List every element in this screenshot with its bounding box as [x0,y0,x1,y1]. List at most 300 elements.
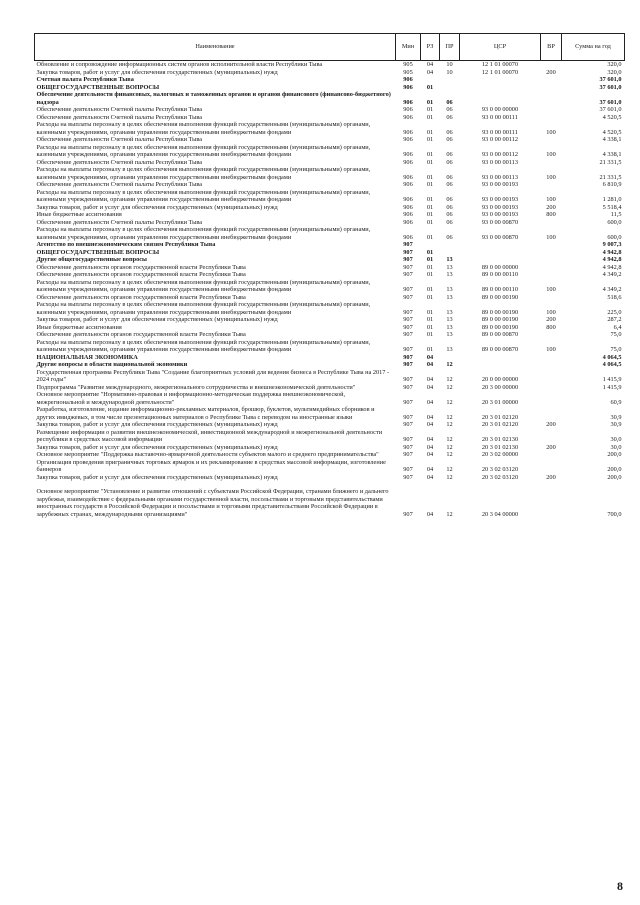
cell-min: 907 [403,473,413,481]
cell-name: ОБЩЕГОСУДАРСТВЕННЫЕ ВОПРОСЫ [36,83,160,91]
cell-csr: 20 3 00 00000 [481,383,519,391]
cell-name: Основное мероприятие "Поддержка выставочно-ярмарочной деятельности субъектов малого и среднего предпринимательства" [36,451,379,458]
row-spacer-cell [35,481,625,488]
table-row [35,451,625,459]
cell-sum: 1 281,0 [602,196,622,203]
cell-name: Расходы на выплаты персоналу в целях обеспечения выполнения функций государственными (муниципальными) органами, казенными учреждениями, органами управления государственными внебюджетными фондами [36,121,371,136]
cell-sum: 37 601,0 [599,98,622,106]
cell-name: Закупка товаров, работ и услуг для обеспечения государственных (муниципальных) нужд [36,316,278,323]
cell-sum: 37 601,0 [599,83,622,91]
cell-rz: 04 [426,436,434,443]
cell-csr: 93 0 00 00000 [481,106,519,113]
cell-sum: 30,9 [610,421,622,428]
table-row [35,144,625,159]
cell-rz: 04 [426,383,434,391]
cell-min: 906 [403,158,413,166]
cell-pr: 12 [446,376,453,383]
cell-rz: 04 [426,413,434,421]
cell-vr [541,256,562,264]
cell-csr [460,76,541,84]
table-row [35,106,625,114]
cell-rz: 04 [426,421,434,428]
cell-sum: 320,0 [607,68,622,76]
cell-sum: 4 520,5 [602,113,622,121]
cell-vr [541,406,562,421]
cell-csr: 20 3 04 00000 [481,510,519,518]
cell-csr: 20 0 00 00000 [481,376,519,383]
cell-csr: 89 0 00 00870 [481,331,519,338]
cell-min: 906 [403,196,413,203]
cell-pr: 06 [446,128,453,136]
cell-sum: 21 331,5 [599,173,622,181]
table-row [35,294,625,302]
cell-rz: 01 [426,158,434,166]
cell-name: Подпрограмма "Развитие международного, межрегионального сотрудничества и внешнеэкономической деятельности" [36,383,356,391]
cell-name: Счетная палата Республики Тыва [36,76,134,83]
cell-name: Обеспечение деятельности Счетной палаты Республики Тыва [36,181,203,188]
cell-pr: 12 [446,436,453,443]
table-row [35,69,625,77]
cell-vr [541,61,562,69]
table-row [35,249,625,257]
table-row [35,444,625,452]
cell-name: Государственная программа Республики Тыва "Создание благоприятных условий для ведения бизнеса в Республике Тыва на 2017 - 2024 годы" [36,368,390,383]
cell-sum: 287,2 [607,316,622,323]
header-vr: ВР [541,34,562,61]
cell-name: Закупка товаров, работ и услуг для обеспечения государственных (муниципальных) нужд [36,443,278,451]
cell-name: Агентство по внешнеэкономическим связям Республики Тыва [36,241,216,248]
header-csr: ЦСР [460,34,541,61]
cell-min: 907 [403,241,413,248]
cell-vr: 100 [546,233,556,241]
cell-min: 907 [403,271,413,278]
cell-name: Размещение информации о развитии внешнеэкономической, инвестиционной международной и межрегиональной деятельности республики в средствах массовой информации [36,428,383,443]
cell-min: 907 [403,361,413,368]
cell-vr [541,429,562,444]
cell-csr: 20 3 02 03120 [481,466,519,473]
cell-rz: 01 [426,196,434,203]
table-row [35,324,625,332]
cell-min: 906 [403,211,413,218]
cell-pr: 06 [446,158,453,166]
cell-sum: 4 349,2 [602,286,622,293]
cell-rz: 01 [426,98,434,106]
cell-pr: 12 [446,398,453,406]
cell-vr [541,369,562,384]
cell-vr [541,384,562,392]
cell-csr: 20 3 01 02120 [481,421,519,428]
cell-pr: 06 [446,233,453,241]
cell-name: НАЦИОНАЛЬНАЯ ЭКОНОМИКА [36,353,138,361]
cell-pr: 13 [446,323,453,331]
cell-csr: 20 3 01 02120 [481,413,519,421]
table-row [35,421,625,429]
cell-name: Обеспечение деятельности органов государственной власти Республики Тыва [36,293,246,301]
table-row [35,256,625,264]
cell-rz: 01 [426,323,434,331]
cell-sum: 37 601,0 [599,106,622,113]
cell-rz: 01 [426,263,434,271]
cell-rz: 04 [426,473,434,481]
cell-name: Расходы на выплаты персоналу в целях обеспечения выполнения функций государственными (муниципальными) органами, казенными учреждениями, органами управления государственными внебюджетными фондами [36,143,371,158]
cell-pr: 13 [446,263,453,271]
cell-sum: 11,5 [610,211,622,218]
cell-vr [541,459,562,474]
table-row [35,459,625,474]
cell-min: 906 [403,181,413,188]
cell-pr: 06 [446,113,453,121]
page-number: 8 [617,879,623,893]
cell-sum: 4 942,8 [602,263,622,271]
cell-name: Расходы на выплаты персоналу в целях обеспечения выполнения функций государственными (муниципальными) органами, казенными учреждениями, органами управления государственными внебюджетными фондами [36,226,371,241]
cell-min: 906 [403,98,413,106]
cell-min: 907 [403,346,413,353]
cell-vr [541,361,562,369]
cell-sum: 30,0 [610,436,622,443]
table-row [35,406,625,421]
cell-vr [541,91,562,106]
cell-sum: 200,0 [607,451,622,458]
cell-name: Обеспечение деятельности органов государственной власти Республики Тыва [36,271,246,278]
cell-rz: 01 [426,256,434,263]
table-row [35,76,625,84]
cell-rz: 01 [426,203,434,211]
cell-name: Иные бюджетные ассигнования [36,323,122,331]
cell-pr: 06 [446,98,453,106]
cell-pr: 13 [446,316,453,323]
cell-name: Обеспечение деятельности Счетной палаты Республики Тыва [36,158,203,166]
cell-name: Закупка товаров, работ и услуг для обеспечения государственных (муниципальных) нужд [36,68,278,76]
cell-csr: 12 1 01 00070 [481,68,519,76]
table-row [35,114,625,122]
table-row [35,211,625,219]
cell-min: 907 [403,256,413,263]
cell-sum: 4 942,8 [602,256,622,263]
table-row [35,241,625,249]
table-row [35,226,625,241]
cell-vr: 200 [546,203,556,211]
cell-vr [541,249,562,257]
cell-pr [440,354,460,362]
cell-min: 906 [403,76,413,83]
cell-vr [541,331,562,339]
cell-csr: 12 1 01 00070 [481,61,519,68]
cell-rz [421,76,440,84]
cell-sum: 320,0 [607,61,622,68]
cell-name: Расходы на выплаты персоналу в целях обеспечения выполнения функций государственными (муниципальными) органами, казенными учреждениями, органами управления государственными внебюджетными фондами [36,338,371,353]
cell-csr: 20 3 01 02130 [481,436,519,443]
cell-rz: 04 [426,361,434,368]
cell-vr: 200 [546,473,556,481]
cell-csr: 93 0 00 00113 [482,158,518,166]
cell-csr: 93 0 00 00113 [482,173,518,181]
cell-pr: 06 [446,211,453,218]
cell-vr: 800 [546,323,556,331]
cell-vr [541,488,562,518]
cell-sum: 1 415,9 [602,383,622,391]
cell-rz: 01 [426,271,434,278]
cell-min: 906 [403,173,413,181]
cell-rz: 04 [426,68,434,76]
cell-sum: 5 518,4 [602,203,622,211]
table-row [35,271,625,279]
cell-min: 906 [403,203,413,211]
table-row [35,316,625,324]
cell-min: 907 [403,466,413,473]
table-row [35,369,625,384]
cell-min: 907 [403,293,413,301]
cell-sum: 4 942,8 [602,248,622,256]
cell-pr: 12 [446,443,453,451]
table-row [35,279,625,294]
cell-csr: 89 0 00 00870 [481,346,519,353]
cell-vr: 100 [546,286,556,293]
cell-pr: 06 [446,106,453,113]
cell-name: Обеспечение деятельности Счетной палаты Республики Тыва [36,113,203,121]
cell-vr [541,84,562,92]
table-row [35,339,625,354]
cell-csr: 89 0 00 00190 [481,308,519,316]
table-row [35,121,625,136]
cell-sum: 9 007,3 [602,241,622,248]
cell-min: 906 [403,136,413,143]
cell-rz: 04 [426,398,434,406]
cell-rz: 01 [426,331,434,338]
cell-rz: 04 [426,353,434,361]
cell-name: Обеспечение деятельности финансовых, налоговых и таможенных органов и органов финансового (финансово-бюджетного) надзора [36,91,391,106]
cell-sum: 518,6 [607,293,622,301]
table-row [35,91,625,106]
cell-min: 907 [403,398,413,406]
cell-min: 907 [403,376,413,383]
cell-rz: 01 [426,308,434,316]
cell-name: Иные бюджетные ассигнования [36,211,122,218]
cell-name: Обеспечение деятельности Счетной палаты Республики Тыва [36,218,203,226]
cell-sum: 75,0 [610,331,622,338]
cell-vr [541,271,562,279]
cell-pr [440,76,460,84]
cell-min: 906 [403,83,413,91]
cell-pr: 13 [446,293,453,301]
cell-rz: 01 [426,128,434,136]
cell-min: 906 [403,128,413,136]
cell-name: Основное мероприятие "Нормативно-правовая и информационно-методическая поддержка внешнеэкономической, межрегиональной и международной деятельности" [36,391,346,406]
cell-min: 907 [403,248,413,256]
cell-pr: 13 [446,346,453,353]
cell-name: Обеспечение деятельности Счетной палаты Республики Тыва [36,136,203,143]
cell-csr [460,249,541,257]
cell-pr: 12 [446,421,453,428]
cell-min: 907 [403,421,413,428]
cell-csr: 93 0 00 00112 [482,136,518,143]
cell-pr: 12 [446,361,453,368]
cell-rz: 01 [426,181,434,188]
cell-rz: 04 [426,443,434,451]
cell-vr [541,264,562,272]
cell-name: Обеспечение деятельности органов государственной власти Республики Тыва [36,263,246,271]
table-row [35,61,625,69]
cell-vr: 200 [546,443,556,451]
cell-rz: 04 [426,376,434,383]
table-row [35,189,625,204]
cell-name: Закупка товаров, работ и услуг для обеспечения государственных (муниципальных) нужд [36,203,278,211]
cell-rz: 04 [426,466,434,473]
cell-csr: 89 0 00 00190 [481,316,519,323]
cell-vr: 100 [546,346,556,353]
header-rz: РЗ [421,34,440,61]
cell-rz: 01 [426,113,434,121]
cell-vr [541,76,562,84]
cell-pr: 06 [446,136,453,143]
cell-rz: 01 [426,218,434,226]
cell-rz: 04 [426,451,434,458]
cell-sum: 4 349,2 [602,271,622,278]
cell-csr [460,91,541,106]
header-pr: ПР [440,34,460,61]
cell-pr: 12 [446,466,453,473]
table-row [35,391,625,406]
cell-name: ОБЩЕГОСУДАРСТВЕННЫЕ ВОПРОСЫ [36,248,160,256]
cell-vr: 100 [546,173,556,181]
table-row [35,181,625,189]
cell-pr: 13 [446,286,453,293]
cell-csr [460,256,541,264]
cell-sum: 4 520,5 [602,128,622,136]
cell-rz: 01 [426,136,434,143]
cell-rz: 01 [426,173,434,181]
cell-name: Другие общегосударственные вопросы [36,256,147,263]
cell-vr [541,136,562,144]
cell-pr [440,84,460,92]
cell-csr [460,241,541,249]
header-min: Мин [396,34,421,61]
cell-min: 907 [403,451,413,458]
cell-sum: 6 810,9 [602,181,622,188]
cell-sum: 4 064,5 [602,353,622,361]
cell-sum: 4 338,1 [602,136,622,143]
cell-sum: 30,9 [610,413,622,421]
cell-sum: 4 064,5 [602,361,622,368]
table-row [35,264,625,272]
cell-min: 907 [403,323,413,331]
cell-csr [460,361,541,369]
cell-min: 907 [403,383,413,391]
cell-rz: 01 [426,151,434,158]
cell-vr: 100 [546,308,556,316]
cell-csr: 93 0 00 00111 [482,128,518,136]
cell-min: 907 [403,286,413,293]
cell-name: Закупка товаров, работ и услуг для обеспечения государственных (муниципальных) нужд [36,421,278,428]
cell-vr: 100 [546,196,556,203]
cell-pr: 12 [446,383,453,391]
cell-name: Обеспечение деятельности Счетной палаты Республики Тыва [36,106,203,113]
table-row [35,219,625,227]
cell-csr: 93 0 00 00870 [481,218,519,226]
cell-vr [541,391,562,406]
cell-rz: 01 [426,293,434,301]
cell-min: 906 [403,218,413,226]
table-row [35,474,625,482]
cell-csr: 93 0 00 00112 [482,151,518,158]
cell-pr: 06 [446,173,453,181]
cell-min: 907 [403,353,413,361]
cell-pr: 12 [446,473,453,481]
table-row [35,488,625,518]
cell-rz: 01 [426,233,434,241]
table-row [35,136,625,144]
cell-pr: 10 [446,61,453,68]
cell-min: 906 [403,151,413,158]
cell-vr: 100 [546,151,556,158]
cell-pr: 13 [446,308,453,316]
cell-sum: 21 331,5 [599,158,622,166]
cell-name: Расходы на выплаты персоналу в целях обеспечения выполнения функций государственными (муниципальными) органами, казенными учреждениями, органами управления государственными внебюджетными фондами [36,278,371,293]
cell-vr: 200 [546,68,556,76]
cell-name: Расходы на выплаты персоналу в целях обеспечения выполнения функций государственными (муниципальными) органами, казенными учреждениями, органами управления государственными внебюджетными фондами [36,301,371,316]
cell-csr: 20 3 02 00000 [481,451,519,458]
cell-vr: 200 [546,421,556,428]
cell-rz: 01 [426,211,434,218]
table-row [35,84,625,92]
cell-min: 907 [403,316,413,323]
cell-name: Основное мероприятие "Установление и развитие отношений с субъектами Российской Федерации, странами ближнего и дальнего зарубежья, взаимодействие с федеральными органами государственной власти, посольствами и торговыми представительствами иностранных государств в Российской Федерации и посольствами и торговыми представительствами Российской Федерации в зарубежных странах, международными организациями" [36,488,389,518]
cell-vr: 800 [546,211,556,218]
cell-pr: 12 [446,451,453,458]
table-row [35,354,625,362]
header-sum: Сумма на год [562,34,625,61]
cell-name: Закупка товаров, работ и услуг для обеспечения государственных (муниципальных) нужд [36,473,278,481]
cell-csr: 89 0 00 00110 [482,286,518,293]
cell-csr [460,354,541,362]
table-row [35,331,625,339]
cell-rz: 01 [426,248,434,256]
cell-rz: 01 [426,286,434,293]
cell-rz: 01 [426,106,434,113]
cell-vr [541,354,562,362]
cell-sum: 37 601,0 [599,76,622,83]
budget-table [34,33,625,518]
cell-rz [421,241,440,249]
cell-sum: 4 338,1 [602,151,622,158]
cell-pr: 06 [446,181,453,188]
cell-pr: 12 [446,510,453,518]
cell-sum: 6,4 [613,323,622,331]
table-body [35,61,625,519]
cell-min: 907 [403,436,413,443]
cell-sum: 200,0 [607,473,622,481]
cell-csr: 89 0 00 00190 [481,323,519,331]
cell-min: 906 [403,233,413,241]
cell-csr: 20 3 01 02130 [481,443,519,451]
cell-rz: 04 [426,510,434,518]
cell-min: 906 [403,113,413,121]
cell-vr: 100 [546,128,556,136]
cell-pr: 06 [446,196,453,203]
cell-csr: 93 0 00 00193 [481,196,519,203]
cell-vr [541,159,562,167]
cell-pr: 06 [446,218,453,226]
cell-sum: 600,0 [607,233,622,241]
cell-min: 907 [403,510,413,518]
cell-sum: 1 415,9 [602,376,622,383]
header-name: Наименование [35,34,396,61]
cell-pr: 13 [446,331,453,338]
cell-csr: 89 0 00 00190 [481,293,519,301]
table-row [35,166,625,181]
cell-sum: 600,0 [607,218,622,226]
cell-name: Разработка, изготовление, издание информационно-рекламных материалов, брошюр, буклетов, мультимедийных сборников и других имиджевых, в том числе презентационных материалов о Республике Тыва с переводом на иностранные языки [36,406,375,421]
table-row [35,384,625,392]
